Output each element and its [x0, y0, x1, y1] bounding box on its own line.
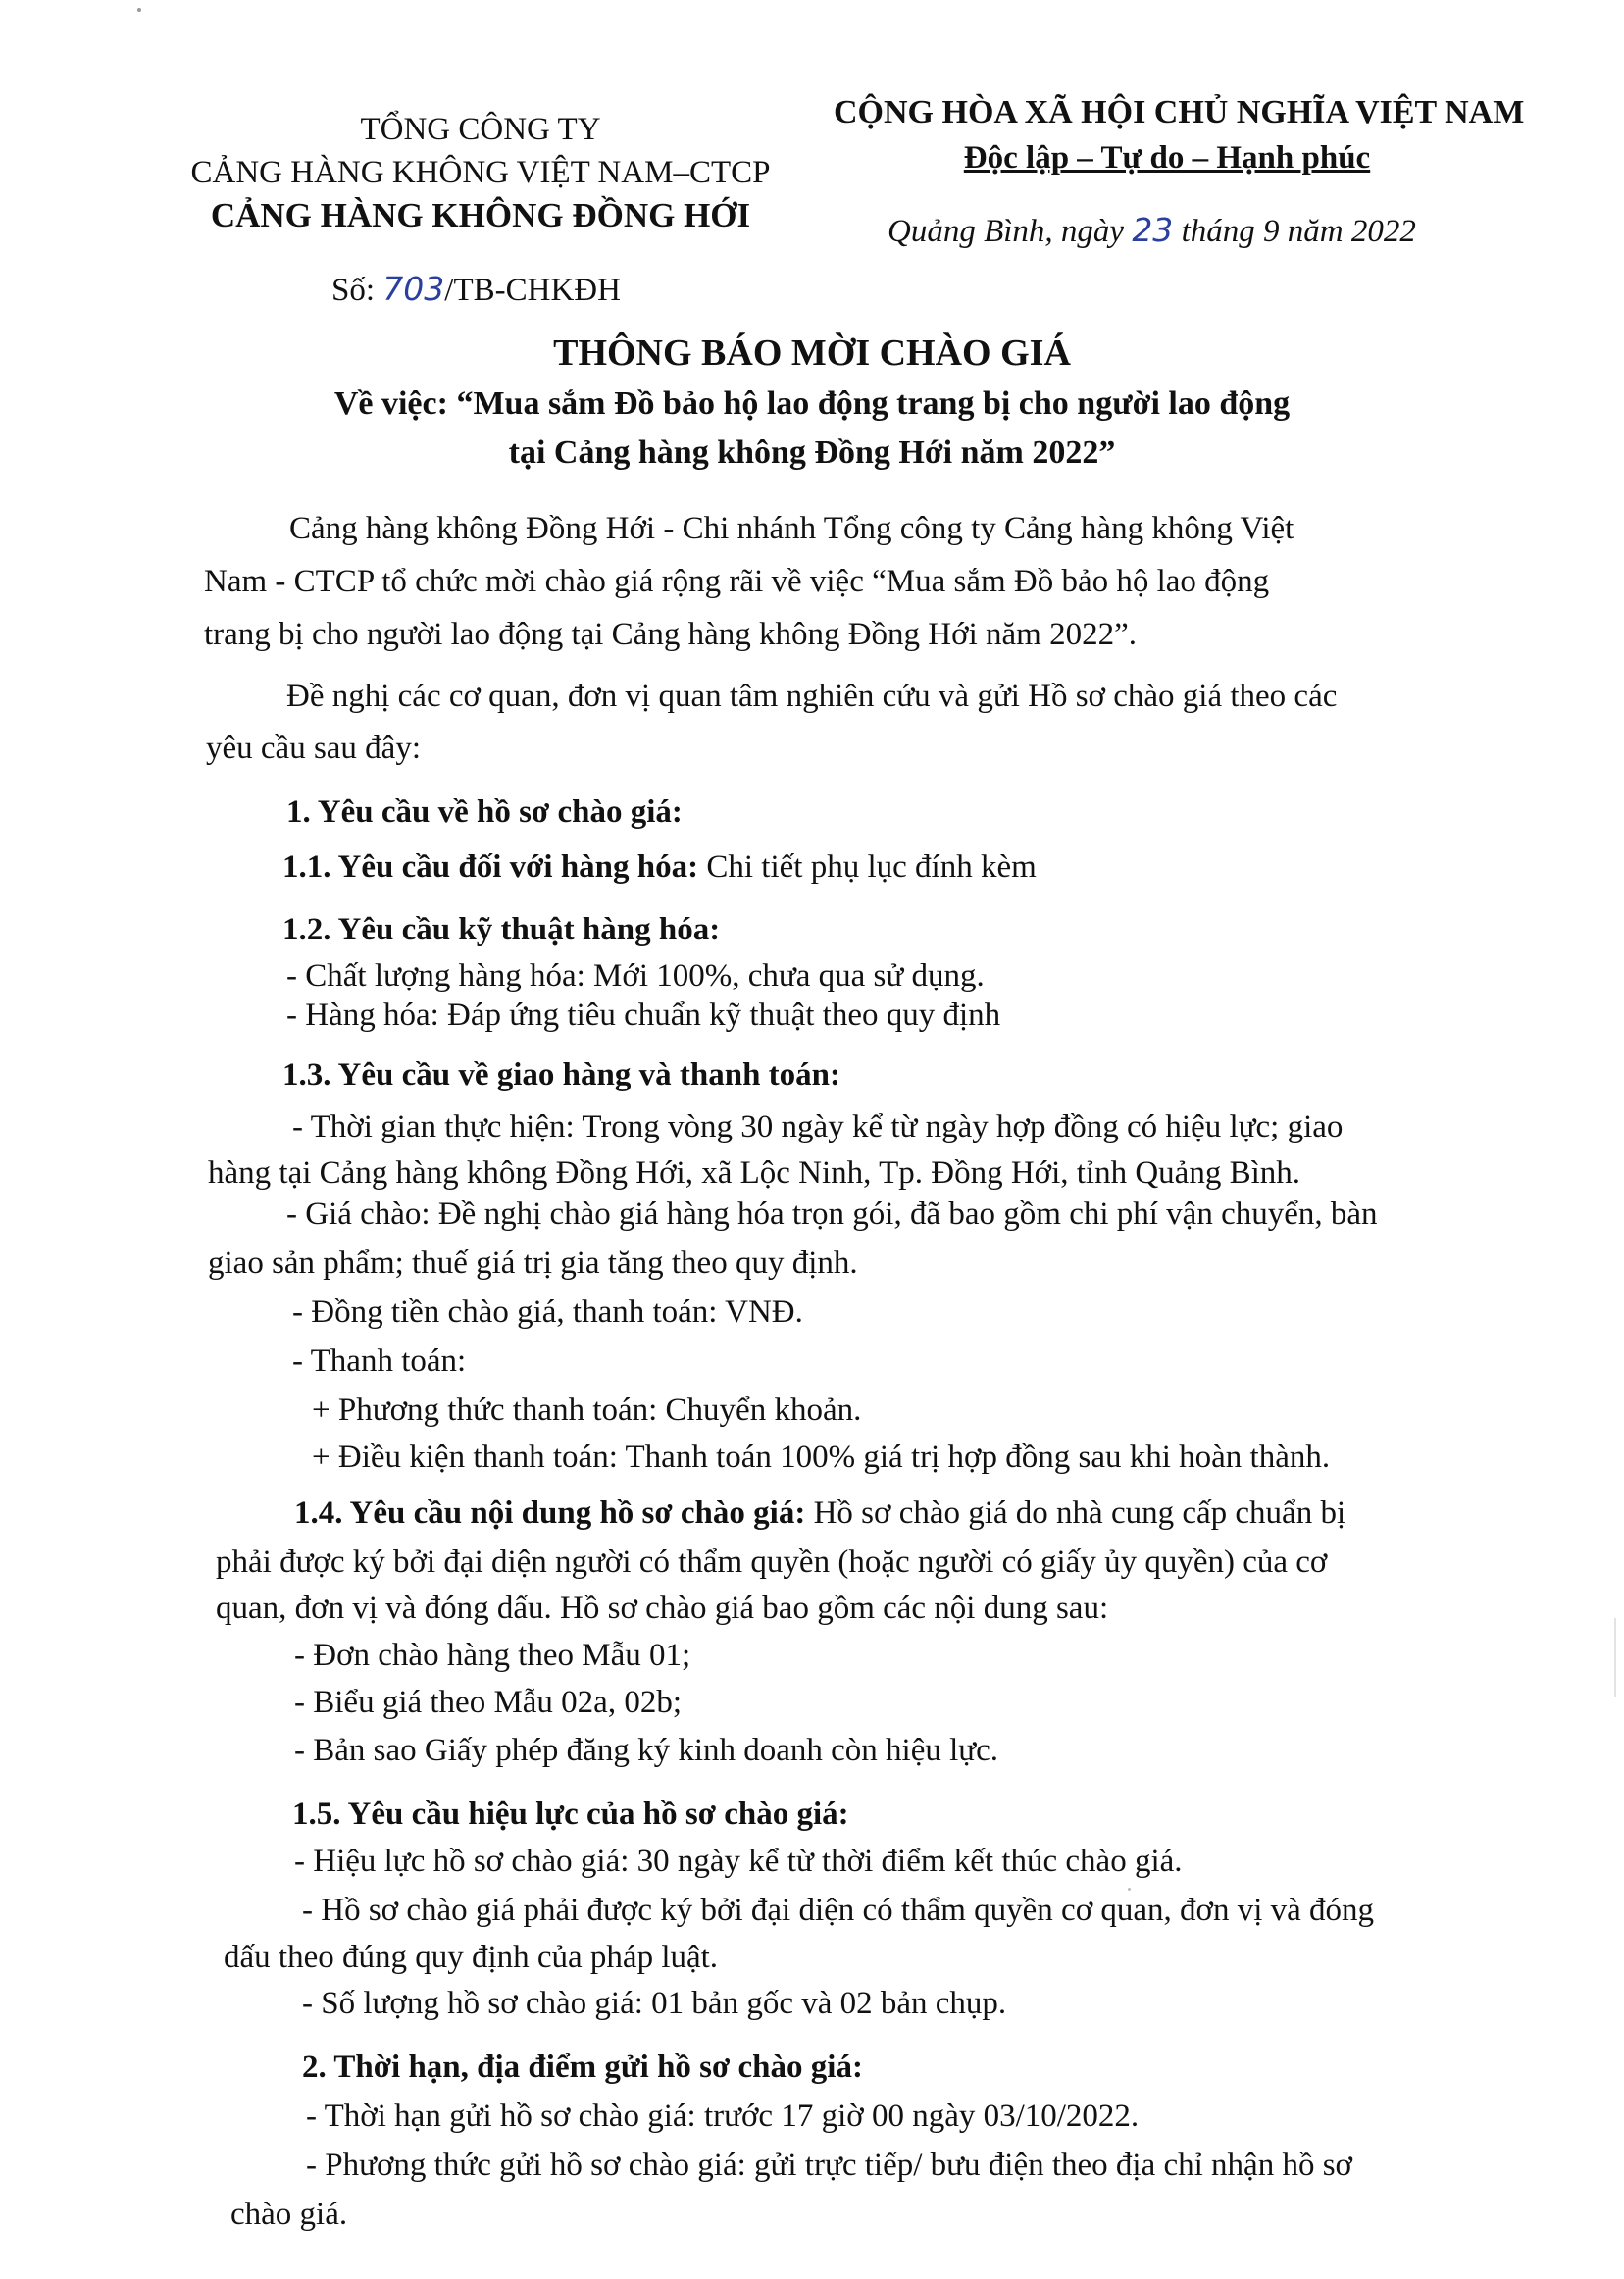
document-subject-line1: Về việc: “Mua sắm Đồ bảo hộ lao động trang bị cho người lao động: [333, 385, 1291, 422]
intro-paragraph-line: Đề nghị các cơ quan, đơn vị quan tâm nghiên cứu và gửi Hồ sơ chào giá theo các: [286, 679, 1338, 714]
section-1-1-text: Chi tiết phụ lục đính kèm: [698, 849, 1037, 885]
document-number-handwritten: 703: [382, 270, 445, 308]
list-item: - Đơn chào hàng theo Mẫu 01;: [294, 1638, 691, 1673]
list-item: giao sản phẩm; thuế giá trị gia tăng theo quy định.: [208, 1245, 858, 1281]
list-item: - Thời hạn gửi hồ sơ chào giá: trước 17 giờ 00 ngày 03/10/2022.: [306, 2099, 1140, 2134]
list-item: + Điều kiện thanh toán: Thanh toán 100% giá trị hợp đồng sau khi hoàn thành.: [312, 1440, 1331, 1475]
list-item: - Chất lượng hàng hóa: Mới 100%, chưa qua sử dụng.: [286, 958, 985, 993]
document-number-prefix: Số:: [331, 273, 383, 308]
intro-paragraph-line: Cảng hàng không Đồng Hới - Chi nhánh Tổng công ty Cảng hàng không Việt: [289, 511, 1294, 546]
issuer-block: [167, 108, 794, 237]
section-1-4-text: Hồ sơ chào giá do nhà cung cấp chuẩn bị: [805, 1495, 1346, 1531]
list-item: - Thanh toán:: [292, 1343, 467, 1379]
section-1-1-label: 1.1. Yêu cầu đối với hàng hóa:: [282, 849, 699, 885]
scan-speck: [1128, 1888, 1131, 1891]
list-item: chào giá.: [230, 2197, 348, 2232]
issuer-parent-line2: CẢNG HÀNG KHÔNG VIỆT NAM–CTCP: [190, 155, 771, 190]
list-item: - Giá chào: Đề nghị chào giá hàng hóa trọn gói, đã bao gồm chi phí vận chuyển, bàn: [286, 1196, 1378, 1232]
section-1-2-heading: 1.2. Yêu cầu kỹ thuật hàng hóa:: [282, 912, 721, 947]
document-number-suffix: /TB-CHKĐH: [444, 273, 621, 308]
list-item: phải được ký bởi đại diện người có thẩm quyền (hoặc người có giấy ủy quyền) của cơ: [216, 1545, 1328, 1580]
scan-mark: [137, 8, 141, 12]
list-item: - Thời gian thực hiện: Trong vòng 30 ngày kể từ ngày hợp đồng có hiệu lực; giao: [292, 1109, 1344, 1144]
scan-edge: [1614, 1618, 1616, 1697]
list-item: hàng tại Cảng hàng không Đồng Hới, xã Lộc Ninh, Tp. Đồng Hới, tỉnh Quảng Bình.: [208, 1155, 1301, 1190]
list-item: - Hàng hóa: Đáp ứng tiêu chuẩn kỹ thuật theo quy định: [286, 997, 1001, 1033]
intro-paragraph-line: yêu cầu sau đây:: [206, 731, 421, 766]
list-item: + Phương thức thanh toán: Chuyển khoản.: [312, 1393, 862, 1428]
nation-name: CỘNG HÒA XÃ HỘI CHỦ NGHĨA VIỆT NAM: [834, 94, 1525, 130]
list-item: quan, đơn vị và đóng dấu. Hồ sơ chào giá bao gồm các nội dung sau:: [216, 1591, 1109, 1626]
date-prefix: Quảng Bình, ngày: [888, 214, 1133, 249]
section-1-1: [282, 849, 1037, 886]
issuer-parent-line1: TỔNG CÔNG TY: [360, 112, 601, 147]
intro-paragraph-line: trang bị cho người lao động tại Cảng hàng không Đồng Hới năm 2022”.: [204, 617, 1137, 652]
section-1-heading: 1. Yêu cầu về hồ sơ chào giá:: [286, 794, 683, 830]
section-1-4-label: 1.4. Yêu cầu nội dung hồ sơ chào giá:: [294, 1495, 806, 1531]
list-item: dấu theo đúng quy định của pháp luật.: [224, 1940, 719, 1975]
section-2-heading: 2. Thời hạn, địa điểm gửi hồ sơ chào giá:: [302, 2050, 863, 2085]
list-item: - Số lượng hồ sơ chào giá: 01 bản gốc và 02 bản chụp.: [302, 1986, 1007, 2021]
section-1-4: [294, 1495, 1345, 1532]
national-motto: Độc lập – Tự do – Hạnh phúc: [963, 140, 1371, 176]
document-subject-line2: tại Cảng hàng không Đồng Hới năm 2022”: [508, 434, 1116, 471]
intro-paragraph-line: Nam - CTCP tổ chức mời chào giá rộng rãi về việc “Mua sắm Đồ bảo hộ lao động: [204, 564, 1270, 599]
section-1-5-heading: 1.5. Yêu cầu hiệu lực của hồ sơ chào giá:: [292, 1797, 849, 1832]
list-item: - Hiệu lực hồ sơ chào giá: 30 ngày kể từ thời điểm kết thúc chào giá.: [294, 1844, 1183, 1879]
date-suffix: tháng 9 năm 2022: [1173, 214, 1416, 249]
list-item: - Bản sao Giấy phép đăng ký kinh doanh còn hiệu lực.: [294, 1733, 999, 1768]
list-item: - Đồng tiền chào giá, thanh toán: VNĐ.: [292, 1294, 803, 1330]
list-item: - Hồ sơ chào giá phải được ký bởi đại diện có thẩm quyền cơ quan, đơn vị và đóng: [302, 1893, 1375, 1928]
document-number: [331, 270, 621, 309]
document-title: THÔNG BÁO MỜI CHÀO GIÁ: [553, 332, 1071, 374]
issuer-name: CẢNG HÀNG KHÔNG ĐỒNG HỚI: [210, 196, 751, 234]
date-day-handwritten: 23: [1132, 211, 1174, 249]
document-date: [888, 211, 1416, 250]
list-item: - Phương thức gửi hồ sơ chào giá: gửi trực tiếp/ bưu điện theo địa chỉ nhận hồ sơ: [306, 2148, 1352, 2183]
list-item: - Biểu giá theo Mẫu 02a, 02b;: [294, 1685, 683, 1720]
national-header: [834, 90, 1525, 180]
section-1-3-heading: 1.3. Yêu cầu về giao hàng và thanh toán:: [282, 1057, 841, 1092]
